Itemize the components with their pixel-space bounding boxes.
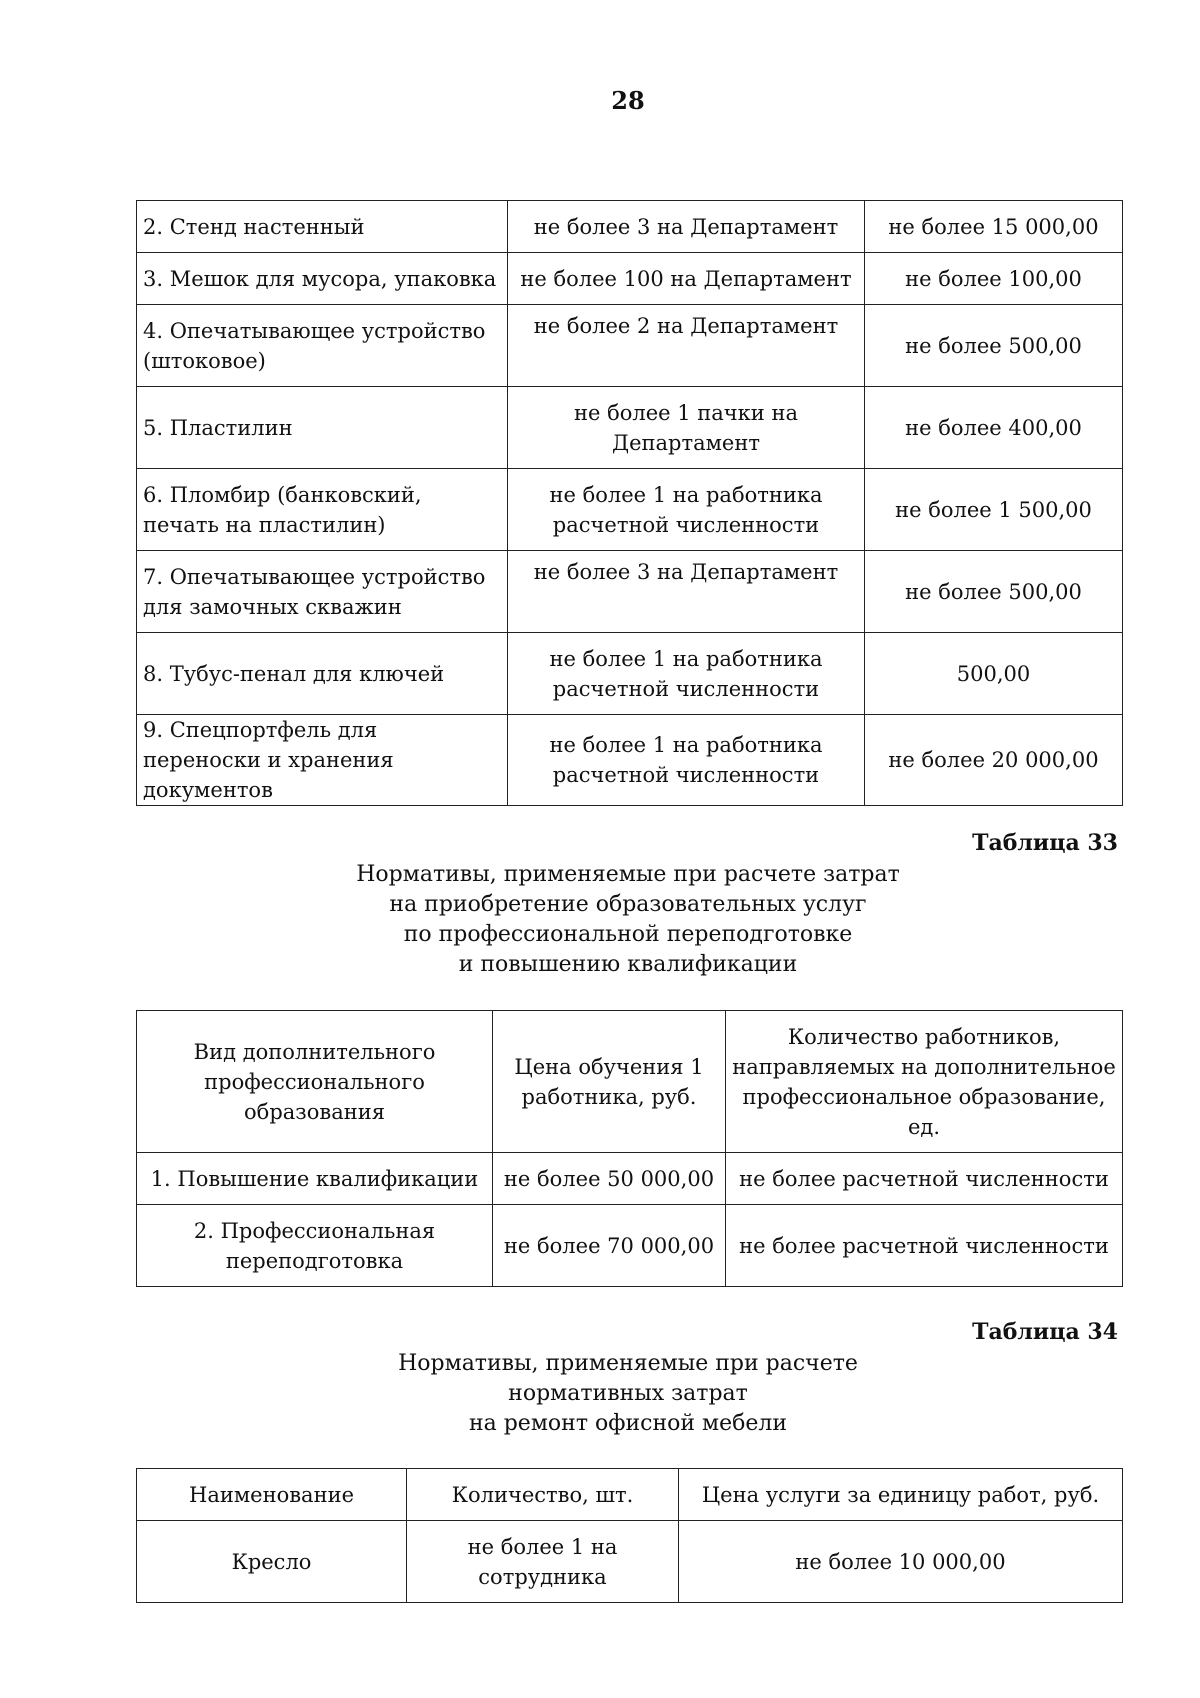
column-header: Вид дополнительного профессионального образования bbox=[137, 1011, 493, 1153]
caption-line: нормативных затрат bbox=[508, 1381, 748, 1406]
table-row bbox=[137, 387, 1123, 469]
education-count: не более расчетной численности bbox=[726, 1153, 1123, 1205]
caption-line: на ремонт офисной мебели bbox=[468, 1411, 788, 1436]
table-row bbox=[137, 715, 1123, 806]
column-header: Наименование bbox=[137, 1469, 407, 1521]
table-row bbox=[137, 1205, 1123, 1287]
item-price: не более 400,00 bbox=[865, 387, 1123, 469]
education-type: 2. Профессиональная переподготовка bbox=[137, 1205, 493, 1287]
table33-caption bbox=[0, 860, 1200, 980]
table-header-row bbox=[137, 1011, 1123, 1153]
item-name: 7. Опечатывающее устройство для замочных скважин bbox=[137, 551, 508, 633]
item-quantity: не более 1 на работника расчетной численности bbox=[508, 715, 865, 806]
furniture-quantity: не более 1 на сотрудника bbox=[407, 1521, 679, 1603]
item-name: 3. Мешок для мусора, упаковка bbox=[137, 253, 508, 305]
furniture-repair-table bbox=[136, 1468, 1123, 1603]
item-quantity: не более 100 на Департамент bbox=[508, 253, 865, 305]
furniture-name: Кресло bbox=[137, 1521, 407, 1603]
table-row bbox=[137, 201, 1123, 253]
item-quantity: не более 3 на Департамент bbox=[508, 551, 865, 633]
education-count: не более расчетной численности bbox=[726, 1205, 1123, 1287]
table33-label: Таблица 33 bbox=[972, 830, 1118, 856]
column-header: Количество, шт. bbox=[407, 1469, 679, 1521]
caption-line: Нормативы, применяемые при расчете затрат bbox=[356, 862, 900, 887]
furniture-price: не более 10 000,00 bbox=[679, 1521, 1123, 1603]
education-price: не более 50 000,00 bbox=[493, 1153, 726, 1205]
item-price: не более 20 000,00 bbox=[865, 715, 1123, 806]
item-name: 8. Тубус-пенал для ключей bbox=[137, 633, 508, 715]
item-price: не более 500,00 bbox=[865, 305, 1123, 387]
education-table bbox=[136, 1010, 1123, 1287]
item-name: 5. Пластилин bbox=[137, 387, 508, 469]
item-quantity: не более 2 на Департамент bbox=[508, 305, 865, 387]
page-number: 28 bbox=[611, 86, 645, 115]
column-header: Цена обучения 1 работника, руб. bbox=[493, 1011, 726, 1153]
table-header-row bbox=[137, 1469, 1123, 1521]
item-name: 6. Пломбир (банковский, печать на пластилин) bbox=[137, 469, 508, 551]
table34-label: Таблица 34 bbox=[972, 1319, 1118, 1345]
item-name: 4. Опечатывающее устройство (штоковое) bbox=[137, 305, 508, 387]
item-price: не более 15 000,00 bbox=[865, 201, 1123, 253]
column-header: Количество работников, направляемых на дополнительное профессиональное образование, ед. bbox=[726, 1011, 1123, 1153]
table-row bbox=[137, 253, 1123, 305]
caption-line: и повышению квалификации bbox=[458, 952, 798, 977]
column-header: Цена услуги за единицу работ, руб. bbox=[679, 1469, 1123, 1521]
caption-line: на приобретение образовательных услуг bbox=[389, 892, 867, 917]
caption-line: по профессиональной переподготовке bbox=[403, 922, 853, 947]
table34-caption bbox=[0, 1349, 1200, 1439]
item-quantity: не более 1 пачки на Департамент bbox=[508, 387, 865, 469]
table-row bbox=[137, 469, 1123, 551]
item-quantity: не более 1 на работника расчетной численности bbox=[508, 469, 865, 551]
item-price: не более 1 500,00 bbox=[865, 469, 1123, 551]
item-price: не более 100,00 bbox=[865, 253, 1123, 305]
table-row bbox=[137, 305, 1123, 387]
item-name: 9. Спецпортфель для переноски и хранения документов bbox=[137, 715, 508, 806]
education-type: 1. Повышение квалификации bbox=[137, 1153, 493, 1205]
item-quantity: не более 1 на работника расчетной численности bbox=[508, 633, 865, 715]
item-price: не более 500,00 bbox=[865, 551, 1123, 633]
caption-line: Нормативы, применяемые при расчете bbox=[398, 1351, 858, 1376]
supplies-table bbox=[136, 200, 1123, 806]
table-row bbox=[137, 551, 1123, 633]
table-row bbox=[137, 633, 1123, 715]
item-name: 2. Стенд настенный bbox=[137, 201, 508, 253]
table-row bbox=[137, 1521, 1123, 1603]
education-price: не более 70 000,00 bbox=[493, 1205, 726, 1287]
table-row bbox=[137, 1153, 1123, 1205]
item-price: 500,00 bbox=[865, 633, 1123, 715]
item-quantity: не более 3 на Департамент bbox=[508, 201, 865, 253]
